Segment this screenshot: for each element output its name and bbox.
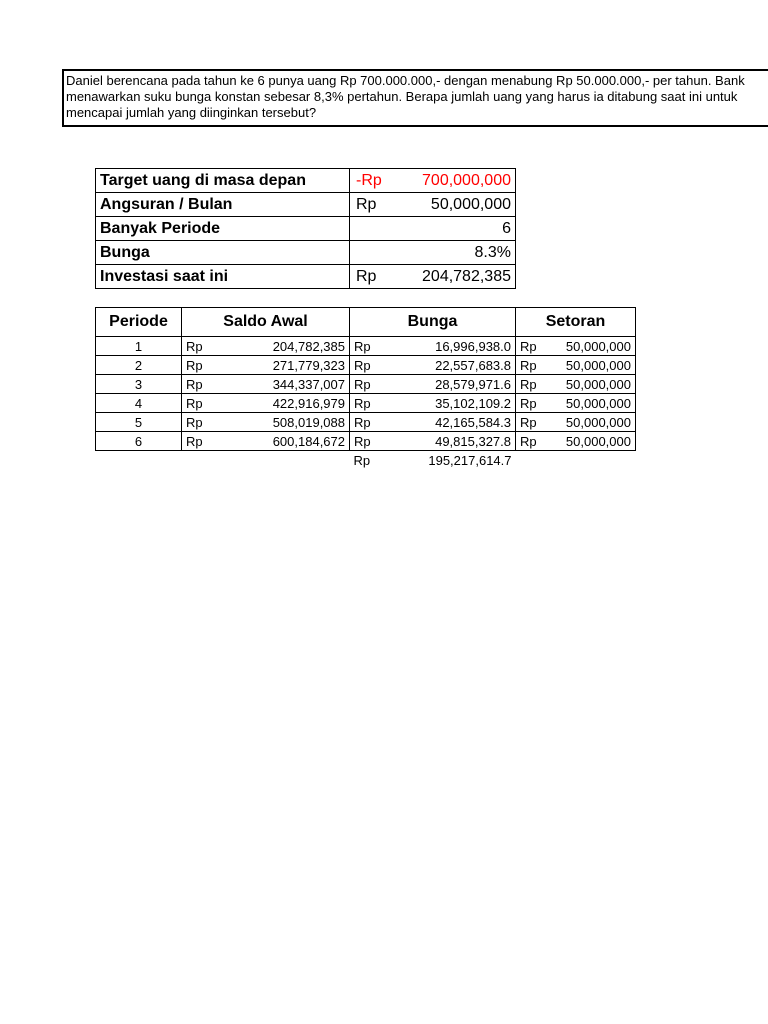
setoran-currency-cell[interactable]: Rp bbox=[516, 413, 556, 432]
periode-value[interactable]: 6 bbox=[350, 217, 516, 241]
bunga-currency-cell[interactable]: Rp bbox=[350, 356, 398, 375]
periode-cell[interactable]: 6 bbox=[96, 432, 182, 451]
bunga-cell[interactable]: 22,557,683.8 bbox=[398, 356, 516, 375]
periode-cell[interactable]: 5 bbox=[96, 413, 182, 432]
saldo-currency-cell[interactable]: Rp bbox=[182, 394, 230, 413]
bunga-cell[interactable]: 42,165,584.3 bbox=[398, 413, 516, 432]
setoran-cell[interactable]: 50,000,000 bbox=[556, 432, 636, 451]
problem-line-3: mencapai jumlah yang diinginkan tersebut? bbox=[66, 105, 317, 120]
summary-row-angsuran bbox=[96, 193, 516, 217]
table-row bbox=[96, 413, 636, 432]
periode-label[interactable]: Banyak Periode bbox=[96, 217, 350, 241]
header-periode[interactable]: Periode bbox=[96, 308, 182, 337]
saldo-awal-cell[interactable]: 422,916,979 bbox=[230, 394, 350, 413]
summary-row-investasi bbox=[96, 265, 516, 289]
periode-cell[interactable]: 4 bbox=[96, 394, 182, 413]
bunga-cell[interactable]: 35,102,109.2 bbox=[398, 394, 516, 413]
saldo-awal-cell[interactable]: 600,184,672 bbox=[230, 432, 350, 451]
saldo-awal-cell[interactable]: 271,779,323 bbox=[230, 356, 350, 375]
angsuran-label[interactable]: Angsuran / Bulan bbox=[96, 193, 350, 217]
target-value[interactable]: 700,000,000 bbox=[398, 169, 516, 193]
periode-cell[interactable]: 2 bbox=[96, 356, 182, 375]
schedule-header-row bbox=[96, 308, 636, 337]
schedule-body bbox=[96, 337, 636, 470]
saldo-awal-cell[interactable]: 508,019,088 bbox=[230, 413, 350, 432]
bunga-cell[interactable]: 16,996,938.0 bbox=[398, 337, 516, 356]
summary-row-bunga bbox=[96, 241, 516, 265]
bunga-currency-cell[interactable]: Rp bbox=[350, 337, 398, 356]
setoran-cell[interactable]: 50,000,000 bbox=[556, 394, 636, 413]
total-spacer-right bbox=[516, 451, 636, 470]
angsuran-value[interactable]: 50,000,000 bbox=[398, 193, 516, 217]
bunga-label[interactable]: Bunga bbox=[96, 241, 350, 265]
table-row bbox=[96, 356, 636, 375]
bunga-currency-cell[interactable]: Rp bbox=[350, 432, 398, 451]
summary-table bbox=[95, 168, 516, 289]
investasi-label[interactable]: Investasi saat ini bbox=[96, 265, 350, 289]
header-bunga[interactable]: Bunga bbox=[350, 308, 516, 337]
setoran-currency-cell[interactable]: Rp bbox=[516, 375, 556, 394]
summary-row-periode bbox=[96, 217, 516, 241]
bunga-currency-cell[interactable]: Rp bbox=[350, 375, 398, 394]
problem-line-1: Daniel berencana pada tahun ke 6 punya uang Rp 700.000.000,- dengan menabung Rp 50.000.000,- per tahun. Bank bbox=[66, 73, 745, 88]
periode-cell[interactable]: 1 bbox=[96, 337, 182, 356]
periode-cell[interactable]: 3 bbox=[96, 375, 182, 394]
saldo-currency-cell[interactable]: Rp bbox=[182, 337, 230, 356]
bunga-value[interactable]: 8.3% bbox=[350, 241, 516, 265]
bunga-currency-cell[interactable]: Rp bbox=[350, 413, 398, 432]
table-row bbox=[96, 394, 636, 413]
total-spacer bbox=[96, 451, 350, 470]
total-row bbox=[96, 451, 636, 470]
total-currency[interactable]: Rp bbox=[353, 452, 371, 468]
setoran-cell[interactable]: 50,000,000 bbox=[556, 337, 636, 356]
investasi-value[interactable]: 204,782,385 bbox=[398, 265, 516, 289]
setoran-currency-cell[interactable]: Rp bbox=[516, 337, 556, 356]
investasi-currency[interactable]: Rp bbox=[350, 265, 398, 289]
total-bunga[interactable]: 195,217,614.7 bbox=[428, 452, 512, 468]
summary-row-target bbox=[96, 169, 516, 193]
saldo-currency-cell[interactable]: Rp bbox=[182, 356, 230, 375]
schedule-table bbox=[95, 307, 636, 470]
saldo-currency-cell[interactable]: Rp bbox=[182, 432, 230, 451]
setoran-currency-cell[interactable]: Rp bbox=[516, 394, 556, 413]
setoran-cell[interactable]: 50,000,000 bbox=[556, 413, 636, 432]
setoran-cell[interactable]: 50,000,000 bbox=[556, 375, 636, 394]
header-setoran[interactable]: Setoran bbox=[516, 308, 636, 337]
target-currency[interactable]: -Rp bbox=[350, 169, 398, 193]
bunga-currency-cell[interactable]: Rp bbox=[350, 394, 398, 413]
bunga-cell[interactable]: 28,579,971.6 bbox=[398, 375, 516, 394]
table-row bbox=[96, 337, 636, 356]
saldo-awal-cell[interactable]: 204,782,385 bbox=[230, 337, 350, 356]
angsuran-currency[interactable]: Rp bbox=[350, 193, 398, 217]
setoran-currency-cell[interactable]: Rp bbox=[516, 356, 556, 375]
table-row bbox=[96, 432, 636, 451]
problem-line-2: menawarkan suku bunga konstan sebesar 8,3% pertahun. Berapa jumlah uang yang harus ia ditabung saat ini untuk bbox=[66, 89, 738, 104]
target-label[interactable]: Target uang di masa depan bbox=[96, 169, 350, 193]
setoran-currency-cell[interactable]: Rp bbox=[516, 432, 556, 451]
header-saldo-awal[interactable]: Saldo Awal bbox=[182, 308, 350, 337]
setoran-cell[interactable]: 50,000,000 bbox=[556, 356, 636, 375]
saldo-currency-cell[interactable]: Rp bbox=[182, 413, 230, 432]
saldo-awal-cell[interactable]: 344,337,007 bbox=[230, 375, 350, 394]
table-row bbox=[96, 375, 636, 394]
problem-statement bbox=[62, 69, 768, 127]
bunga-cell[interactable]: 49,815,327.8 bbox=[398, 432, 516, 451]
saldo-currency-cell[interactable]: Rp bbox=[182, 375, 230, 394]
